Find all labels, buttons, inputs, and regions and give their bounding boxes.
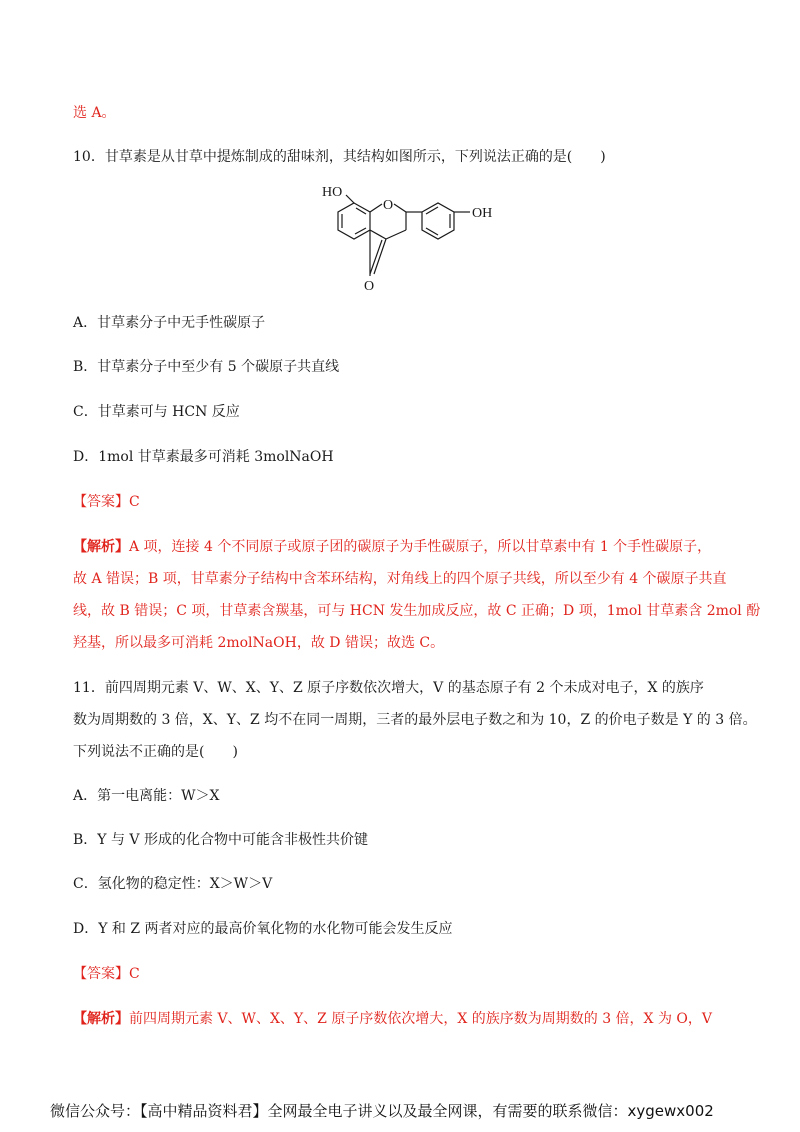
q10-analysis-line-1: 【解析】A 项，连接 4 个不同原子或原子团的碳原子为手性碳原子，所以甘草素中有 1 个手性碳原子， xyxy=(73,539,712,555)
q10-option-a: A．甘草素分子中无手性碳原子 xyxy=(73,315,266,331)
q10-answer: 【答案】C xyxy=(73,494,140,510)
q11-analysis-line-1: 【解析】前四周期元素 V、W、X、Y、Z 原子序数依次增大，X 的族序数为周期数的 3 倍，X 为 O，V xyxy=(73,1011,713,1027)
q10-analysis-line-2: 故 A 错误；B 项，甘草素分子结构中含苯环结构，对角线上的四个原子共线，所以至少有 4 个碳原子共直 xyxy=(73,571,727,587)
q10-analysis-label: 【解析】 xyxy=(73,539,129,555)
oh-label: OH xyxy=(472,206,493,221)
q11-option-a: A．第一电离能：W＞X xyxy=(73,788,220,804)
ho-label: HO xyxy=(322,185,343,200)
glycyrrhizin-structure-diagram xyxy=(310,180,540,295)
ring-oxygen-label: O xyxy=(383,198,394,213)
q11-option-d: D．Y 和 Z 两者对应的最高价氧化物的水化物可能会发生反应 xyxy=(73,921,453,937)
q10-stem: 10．甘草素是从甘草中提炼制成的甜味剂，其结构如图所示，下列说法正确的是( ) xyxy=(73,149,606,165)
q11-analysis-label: 【解析】 xyxy=(73,1011,129,1027)
footer-watermark-text: 微信公众号：【高中精品资料君】全网最全电子讲义以及最全网课，有需要的联系微信：xygewx002 xyxy=(50,1102,714,1120)
q11-stem-line-2: 数为周期数的 3 倍，X、Y、Z 均不在同一周期，三者的最外层电子数之和为 10，Z 的价电子数是 Y 的 3 倍。 xyxy=(73,712,757,728)
ketone-oxygen-label: O xyxy=(364,279,375,294)
q11-stem-line-3: 下列说法不正确的是( ) xyxy=(73,744,238,760)
q10-analysis-line-4: 羟基，所以最多可消耗 2molNaOH，故 D 错误；故选 C。 xyxy=(73,635,445,651)
q10-analysis-line-3: 线，故 B 错误；C 项，甘草素含羰基，可与 HCN 发生加成反应，故 C 正确；D 项，1mol 甘草素含 2mol 酚 xyxy=(73,603,761,619)
previous-answer-tail: 选 A。 xyxy=(73,105,116,121)
q11-option-b: B．Y 与 V 形成的化合物中可能含非极性共价键 xyxy=(73,832,368,848)
q11-answer: 【答案】C xyxy=(73,966,140,982)
q11-option-c: C．氢化物的稳定性：X＞W＞V xyxy=(73,876,273,892)
q10-option-c: C．甘草素可与 HCN 反应 xyxy=(73,404,240,420)
q10-option-b: B．甘草素分子中至少有 5 个碳原子共直线 xyxy=(73,359,340,375)
q11-stem-line-1: 11．前四周期元素 V、W、X、Y、Z 原子序数依次增大，V 的基态原子有 2 个未成对电子，X 的族序 xyxy=(73,680,704,696)
q10-option-d: D．1mol 甘草素最多可消耗 3molNaOH xyxy=(73,449,334,465)
